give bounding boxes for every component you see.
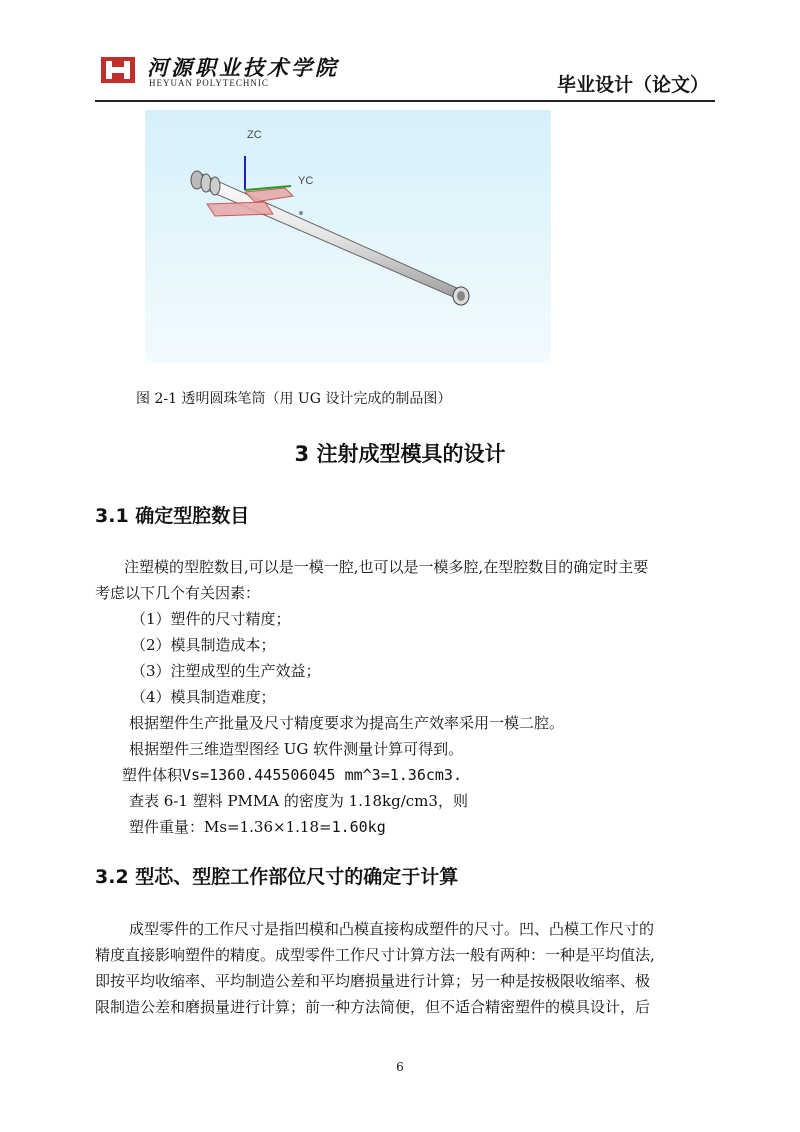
- list-item: （2）模具制造成本；: [131, 636, 276, 654]
- weight-value: 1.60kg: [331, 818, 386, 836]
- paragraph-line: 即按平均收缩率、平均制造公差和平均磨损量进行计算；另一种是按极限收缩率、极: [95, 972, 651, 990]
- list-item: （4）模具制造难度；: [131, 688, 276, 706]
- paragraph-line: 查表 6-1 塑料 PMMA 的密度为 1.18kg/cm3，则: [129, 792, 468, 810]
- figure-caption: 图 2-1 透明圆珠笔筒（用 UG 设计完成的制品图）: [136, 391, 452, 407]
- school-logo-icon: [101, 57, 135, 83]
- paragraph-line: 根据塑件三维造型图经 UG 软件测量计算可得到。: [129, 740, 464, 758]
- chapter-title: 3 注射成型模具的设计: [294, 442, 506, 466]
- page-header: [95, 48, 715, 102]
- paragraph-line: 根据塑件生产批量及尺寸精度要求为提高生产效率采用一模二腔。: [129, 714, 565, 732]
- list-item: （1）塑件的尺寸精度；: [131, 610, 291, 628]
- volume-label: 塑件体积: [122, 766, 183, 784]
- page-number: 6: [396, 1060, 404, 1074]
- school-name-en: HEYUAN POLYTECHNIC: [149, 78, 269, 88]
- volume-line: [122, 764, 462, 785]
- list-item: （3）注塑成型的生产效益；: [131, 662, 321, 680]
- paragraph-line: 精度直接影响塑件的精度。成型零件工作尺寸计算方法一般有两种：一种是平均值法,: [95, 946, 655, 964]
- paragraph-line: 注塑模的型腔数目,可以是一模一腔,也可以是一模多腔,在型腔数目的确定时主要: [124, 558, 649, 576]
- weight-line: [129, 816, 386, 837]
- section-title-3-2: 3.2 型芯、型腔工作部位尺寸的确定于计算: [95, 866, 459, 888]
- volume-value: Vs=1360.445506045 mm^3=1.36cm3.: [182, 766, 462, 784]
- weight-label: 塑件重量：Ms=1.36×1.18=: [129, 818, 332, 836]
- school-name-cn: 河源职业技术学院: [147, 55, 339, 80]
- paragraph-line: 成型零件的工作尺寸是指凹模和凸模直接构成塑件的尺寸。凹、凸模工作尺寸的: [129, 920, 655, 938]
- paragraph-line: 限制造公差和磨损量进行计算；前一种方法简便，但不适合精密塑件的模具设计，后: [95, 998, 651, 1016]
- viewport-background: [145, 110, 551, 363]
- axis-label-zc: ZC: [247, 129, 262, 141]
- section-title-3-1: 3.1 确定型腔数目: [95, 505, 250, 527]
- axis-label-yc: YC: [298, 175, 314, 187]
- paragraph-line: 考虑以下几个有关因素：: [95, 584, 261, 602]
- ug-model-figure: [145, 110, 551, 363]
- document-type: 毕业设计（论文）: [556, 74, 709, 96]
